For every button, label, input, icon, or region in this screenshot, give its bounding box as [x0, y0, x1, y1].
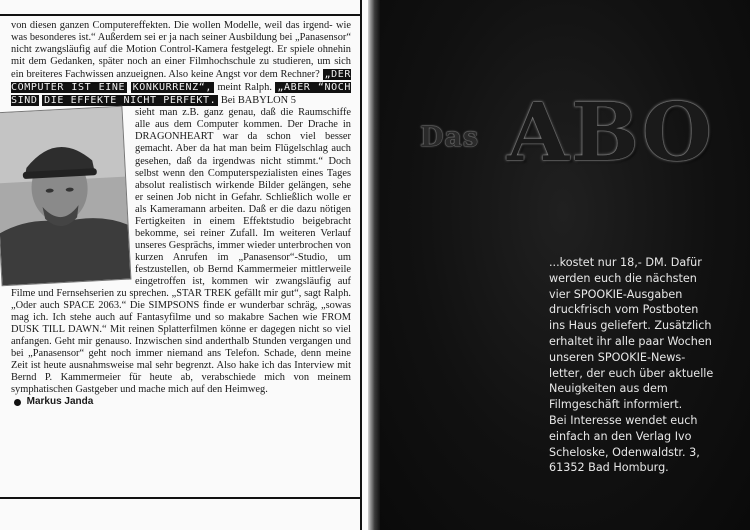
promo-line: Scheloske, Odenwaldstr. 3,	[549, 445, 700, 459]
meint-ralph: meint Ralph.	[217, 82, 272, 94]
promo-line: letter, der euch über aktuelle	[549, 366, 714, 380]
frame-right-line	[360, 0, 362, 530]
intro-line-2: wie was besonderes ist.“ Außerdem sei er ja nach seiner Ausbildung bei	[11, 20, 351, 44]
intro-line-4: Er spiele ohnehin mit dem Gedanken, später noch an einer Filmhochschule	[11, 44, 351, 68]
intro-line-5: zu studieren, um sich ein breiteres Fachwissen anzueignen. Also keine Angst	[11, 56, 351, 81]
promo-line: druckfrisch vom Postboten	[549, 303, 699, 317]
pull-quote-1a: „DER COMPUTER IST EINE	[11, 69, 351, 94]
intro-line-1: von diesen ganzen Computereffekten. Die wollen Modelle, weil das irgend-	[11, 20, 333, 31]
frame-top-line	[0, 14, 360, 16]
frame-bottom-line	[0, 497, 360, 499]
promo-line: erhaltet ihr alle paar Wochen	[549, 334, 712, 348]
promo-line: einfach an den Verlag Ivo	[549, 429, 692, 443]
title-main: ABO	[507, 85, 714, 179]
promo-line: ins Haus geliefert. Zusätzlich	[549, 319, 712, 333]
portrait-illustration	[0, 107, 130, 285]
subscription-promo-text	[549, 255, 749, 476]
interviewee-photo	[0, 106, 131, 287]
promo-line: Neuigkeiten aus dem	[549, 382, 668, 396]
promo-line: ...kostet nur 18,- DM. Dafür	[549, 256, 702, 269]
page-gutter	[368, 0, 380, 530]
pull-quote-2a: „ABER “NOCH SIND	[11, 82, 351, 107]
promo-line: Filmgeschäft informiert.	[549, 398, 683, 412]
babylon-text: Bei BABYLON 5	[220, 95, 296, 107]
intro-line-3: „Panasensor“ nicht zwangsläufig auf die Motion Control-Kamera festgelegt.	[11, 32, 351, 56]
article-text	[11, 20, 351, 409]
promo-line: 61352 Bad Homburg.	[549, 461, 669, 475]
pull-quote-2b: DIE EFFEKTE NICHT PERFEKT.	[44, 95, 217, 107]
article-body: sieht man z.B. ganz genau, daß die Raumschiffe alle aus dem Computer kommen. Der Drache in DRAGONHEART war da schon viel besser gemacht. Aber da hat man beim Flügelschlag auch gesehen, daß da irgendwas nicht stimmt.“ Doch selbst wenn den Computerspezialisten eines Tages absolut realistisch wirkende Bilder gelängen, sehe er seinen Job nicht in Gefahr. Schließlich wolle er als Kameramann arbeiten. Daß er die dazu nötigen Fertigkeiten in einem Effektstudio beigebracht bekomme, sei reiner Zufall. Im weiteren Verlauf unseres Gesprächs, immer wieder unterbrochen von kurzen Anrufen im „Panasensor“-Studio, um festzustellen, ob Bernd Kammermeier mittlerweile eingetroffen ist, kommen wir zwangsläufig auf Filme und Fernsehserien zu sprechen. „STAR TREK gefällt mir gut“, sagt Ralph. „Oder auch SPACE 2063.“ Die SIMPSONS finde er wunderbar schräg, „sowas mag ich. Ich stehe auch auf Fantasyfilme und so makabre Sachen wie FROM DUSK TILL DAWN.“ Mit reinen Splatterfilmen könne er dagegen nicht so viel anfangen. Geht mir genauso. Inzwischen sind anderthalb Stunden vergangen und bei „Panasensor“ geht noch immer niemand ans Telefon. Schade, denn meine Zeit ist heute ausnahmsweise mal sehr begrenzt. Also hake ich das Interview mit Bernd P. Kammermeier für heute ab, verabschiede mich von meinem symphatischen Gastgeber und mache mich auf den Heimweg.	[11, 107, 351, 396]
intro-line-6: vor dem Rechner?	[243, 69, 320, 81]
promo-line: vier SPOOKIE-Ausgaben	[549, 287, 683, 301]
pull-quote-1b: KONKURRENZ“,	[132, 82, 213, 94]
title-prefix: Das	[420, 122, 480, 153]
right-page	[375, 0, 750, 530]
article-intro	[11, 20, 351, 107]
article-signature	[11, 396, 351, 408]
author-name: Markus Janda	[26, 396, 94, 408]
abo-title	[415, 85, 715, 185]
promo-line: werden euch die nächsten	[549, 271, 697, 285]
promo-line: Bei Interesse wendet euch	[549, 413, 698, 427]
end-bullet-icon	[14, 399, 21, 406]
promo-line: unseren SPOOKIE-News-	[549, 350, 686, 364]
